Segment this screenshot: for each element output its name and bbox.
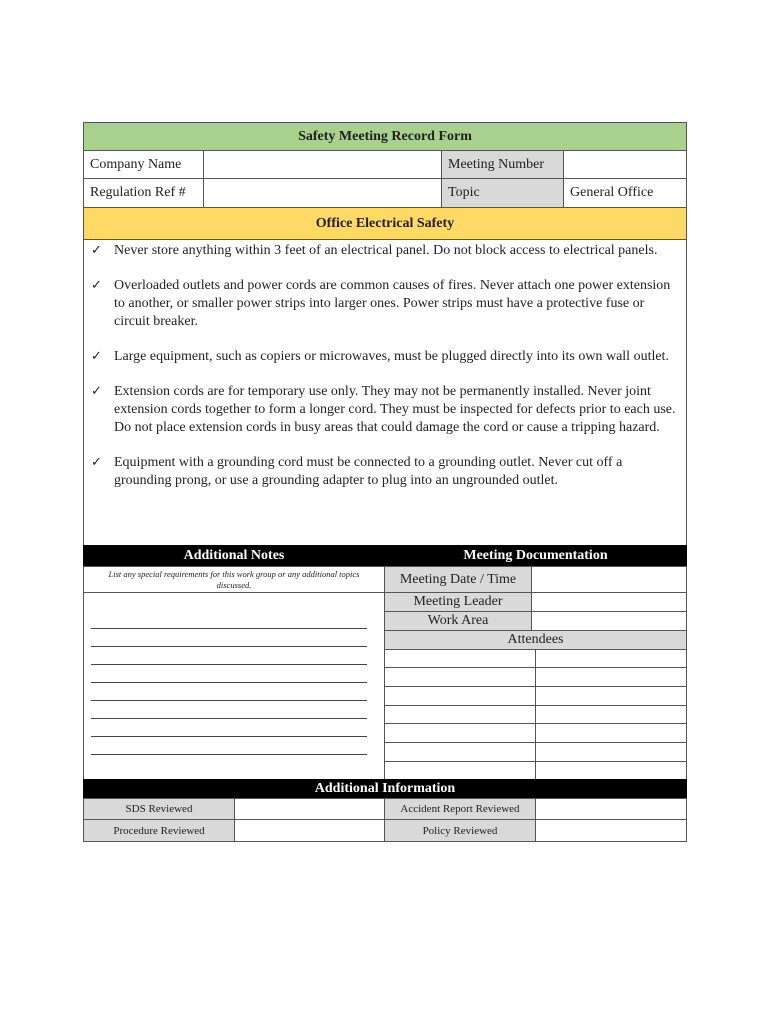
- checkmark-icon: ✓: [91, 455, 102, 470]
- list-item: ✓ Never store anything within 3 feet of an electrical panel. Do not block access to electrical panels.: [91, 243, 658, 258]
- notes-line: [91, 700, 367, 701]
- procedure-reviewed-field[interactable]: [234, 819, 385, 842]
- list-item: ✓ Large equipment, such as copiers or microwaves, must be plugged directly into its own wall outlet.: [91, 349, 669, 364]
- attendee-cell[interactable]: [384, 723, 536, 743]
- notes-line: [91, 646, 367, 647]
- attendee-cell[interactable]: [535, 705, 687, 724]
- accident-report-label: Accident Report Reviewed: [384, 798, 536, 820]
- attendee-cell[interactable]: [384, 667, 536, 687]
- meeting-documentation-heading: Meeting Documentation: [384, 545, 687, 567]
- attendee-cell[interactable]: [535, 723, 687, 743]
- company-name-field[interactable]: [203, 150, 442, 179]
- meeting-date-label: Meeting Date / Time: [384, 566, 532, 593]
- additional-information-heading: Additional Information: [83, 779, 687, 799]
- attendee-cell[interactable]: [535, 742, 687, 762]
- attendee-cell[interactable]: [535, 686, 687, 706]
- attendee-cell[interactable]: [384, 705, 536, 724]
- additional-notes-heading: Additional Notes: [83, 545, 385, 567]
- notes-line: [91, 628, 367, 629]
- notes-line: [91, 754, 367, 755]
- notes-line: [91, 736, 367, 737]
- attendee-cell[interactable]: [384, 761, 536, 780]
- attendee-cell[interactable]: [384, 742, 536, 762]
- notes-line: [91, 682, 367, 683]
- regulation-label: Regulation Ref #: [83, 178, 204, 208]
- checkmark-icon: ✓: [91, 349, 102, 364]
- list-item: ✓ Overloaded outlets and power cords are common causes of fires. Never attach one power extension to another, or smaller power strips into larger ones. Power strips must have a protective fuse or circuit breaker.: [91, 278, 671, 329]
- meeting-leader-field[interactable]: [531, 592, 687, 612]
- topic-label: Topic: [441, 178, 564, 208]
- meeting-leader-label: Meeting Leader: [384, 592, 532, 612]
- checkmark-icon: ✓: [91, 278, 102, 293]
- sds-reviewed-field[interactable]: [234, 798, 385, 820]
- attendees-label: Attendees: [384, 630, 687, 650]
- meeting-number-field[interactable]: [563, 150, 687, 179]
- checkmark-icon: ✓: [91, 243, 102, 258]
- attendee-cell[interactable]: [535, 649, 687, 668]
- attendee-cell[interactable]: [535, 761, 687, 780]
- notes-line: [91, 664, 367, 665]
- attendee-cell[interactable]: [384, 686, 536, 706]
- attendee-cell[interactable]: [535, 667, 687, 687]
- work-area-label: Work Area: [384, 611, 532, 631]
- list-item: ✓ Equipment with a grounding cord must be connected to a grounding outlet. Never cut off a grounding prong, or use a grounding adapter to plug into an ungrounded outlet.: [91, 455, 623, 488]
- sds-reviewed-label: SDS Reviewed: [83, 798, 235, 820]
- safety-checklist: [83, 239, 687, 545]
- checkmark-icon: ✓: [91, 384, 102, 399]
- form-title: Safety Meeting Record Form: [83, 122, 687, 151]
- attendee-cell[interactable]: [384, 649, 536, 668]
- notes-area[interactable]: [83, 592, 385, 780]
- work-area-field[interactable]: [531, 611, 687, 631]
- notes-line: [91, 718, 367, 719]
- policy-reviewed-label: Policy Reviewed: [384, 819, 536, 842]
- topic-field[interactable]: General Office: [563, 178, 687, 208]
- regulation-field[interactable]: [203, 178, 442, 208]
- section-heading: Office Electrical Safety: [83, 207, 687, 240]
- list-item: ✓ Extension cords are for temporary use only. They may not be permanently installed. Never joint extension cords together to form a longer cord. They must be inspected for defects prior to each use. Do not place extension cords in busy areas that could damage the cord or cause a tripping hazard.: [91, 384, 676, 435]
- policy-reviewed-field[interactable]: [535, 819, 687, 842]
- meeting-date-field[interactable]: [531, 566, 687, 593]
- accident-report-field[interactable]: [535, 798, 687, 820]
- procedure-reviewed-label: Procedure Reviewed: [83, 819, 235, 842]
- notes-instructions: List any special requirements for this work group or any additional topics discussed.: [83, 566, 385, 593]
- meeting-number-label: Meeting Number: [441, 150, 564, 179]
- company-name-label: Company Name: [83, 150, 204, 179]
